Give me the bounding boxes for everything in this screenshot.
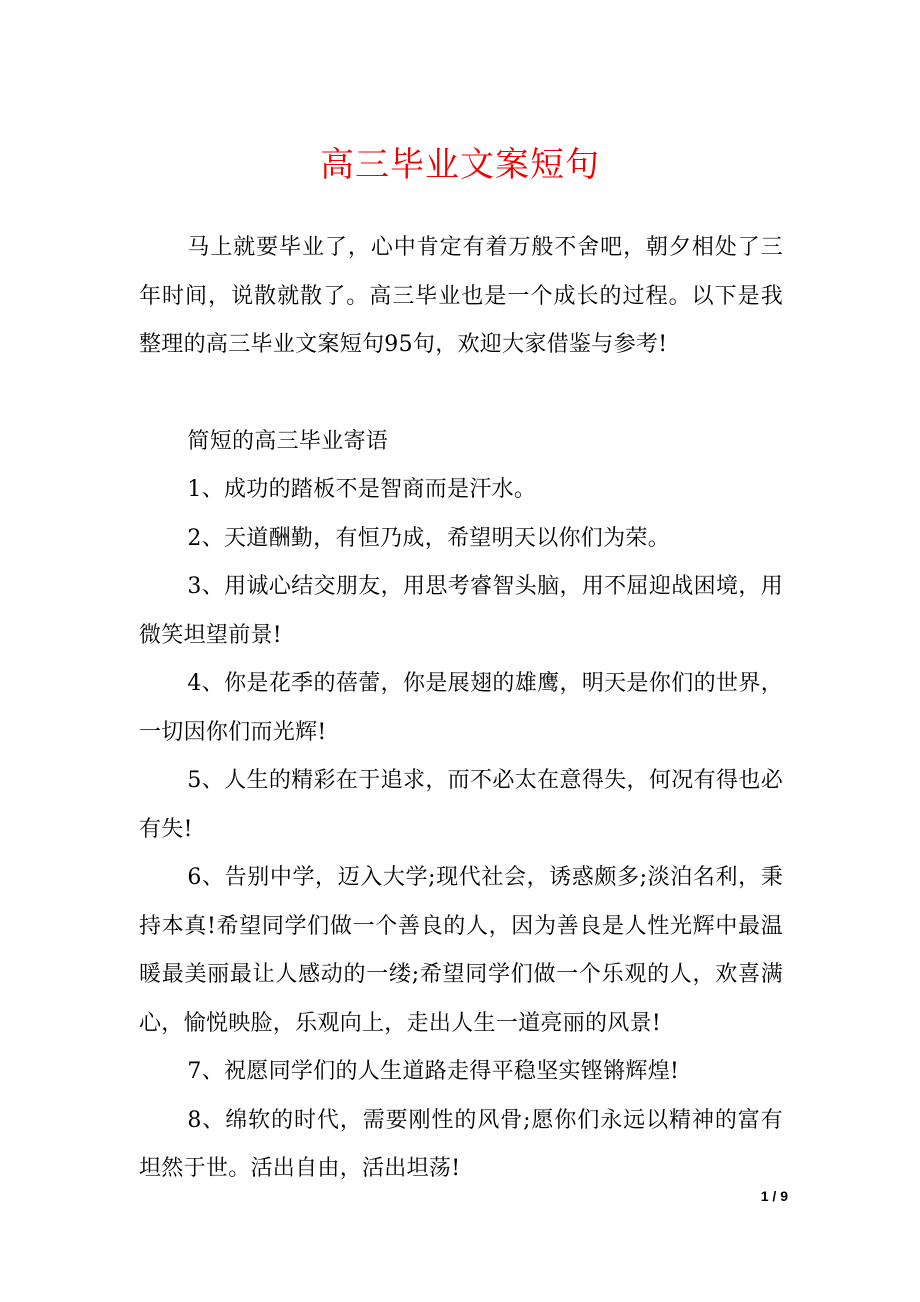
intro-paragraph: 马上就要毕业了，心中肯定有着万般不舍吧，朝夕相处了三年时间，说散就散了。高三毕业也是一个成长的过程。以下是我整理的高三毕业文案短句95句，欢迎大家借鉴与参考! <box>139 235 783 357</box>
list-item: 6、告别中学，迈入大学;现代社会，诱惑颇多;淡泊名利，秉持本真!希望同学们做一个善良的人，因为善良是人性光辉中最温暖最美丽最让人感动的一缕;希望同学们做一个乐观的人，欢喜满心，愉悦映脸，乐观向上，走出人生一道亮丽的风景! <box>139 865 783 1036</box>
list-item: 2、天道酬勤，有恒乃成，希望明天以你们为荣。 <box>187 525 670 551</box>
document-title: 高三毕业文案短句 <box>320 145 600 185</box>
section-heading: 简短的高三毕业寄语 <box>187 428 389 454</box>
list-item: 7、祝愿同学们的人生道路走得平稳坚实铿锵辉煌! <box>187 1059 680 1084</box>
list-item: 4、你是花季的蓓蕾，你是展翅的雄鹰，明天是你们的世界，一切因你们而光辉! <box>139 671 783 745</box>
list-item: 1、成功的踏板不是智商而是汗水。 <box>187 477 537 502</box>
page-number: 1 / 9 <box>760 1188 788 1204</box>
list-item: 3、用诚心结交朋友，用思考睿智头脑，用不屈迎战困境，用微笑坦望前景! <box>139 574 783 648</box>
document-body <box>139 224 783 1194</box>
list-item: 5、人生的精彩在于追求，而不必太在意得失，何况有得也必有失! <box>139 768 783 842</box>
list-item: 8、绵软的时代，需要刚性的风骨;愿你们永远以精神的富有坦然于世。活出自由，活出坦荡! <box>139 1107 783 1181</box>
